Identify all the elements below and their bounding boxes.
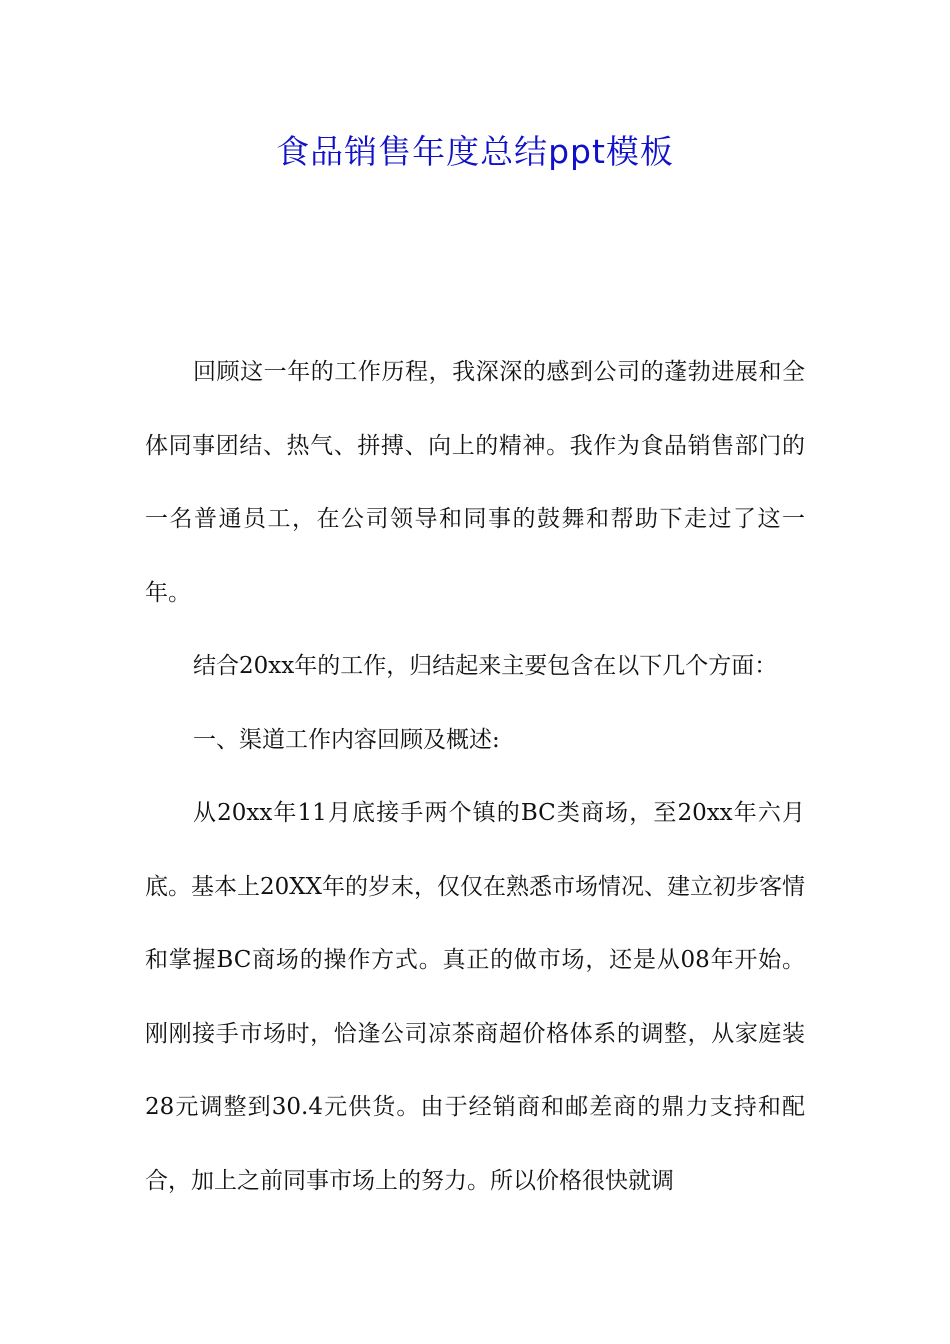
paragraph-intro: 回顾这一年的工作历程，我深深的感到公司的蓬勃进展和全体同事团结、热气、拼搏、向上的精神。我作为食品销售部门的一名普通员工，在公司领导和同事的鼓舞和帮助下走过了这一年。 <box>145 359 805 606</box>
paragraph-channel-review: 从20xx年11月底接手两个镇的BC类商场，至20xx年六月底。基本上20XX年的岁末，仅仅在熟悉市场情况、建立初步客情和掌握BC商场的操作方式。真正的做市场，还是从08年开始。刚刚接手市场时，恰逢公司凉茶商超价格体系的调整，从家庭装28元调整到30.4元供货。由于经销商和邮差商的鼎力支持和配合，加上之前同事市场上的努力。所以价格很快就调 <box>145 800 806 1194</box>
document-title: 食品销售年度总结ppt模板 <box>276 132 674 171</box>
paragraph-summary-lead: 结合20xx年的工作，归结起来主要包含在以下几个方面： <box>193 653 778 679</box>
section-heading-channel-review: 一、渠道工作内容回顾及概述: <box>193 726 500 753</box>
document-body <box>145 336 805 1218</box>
